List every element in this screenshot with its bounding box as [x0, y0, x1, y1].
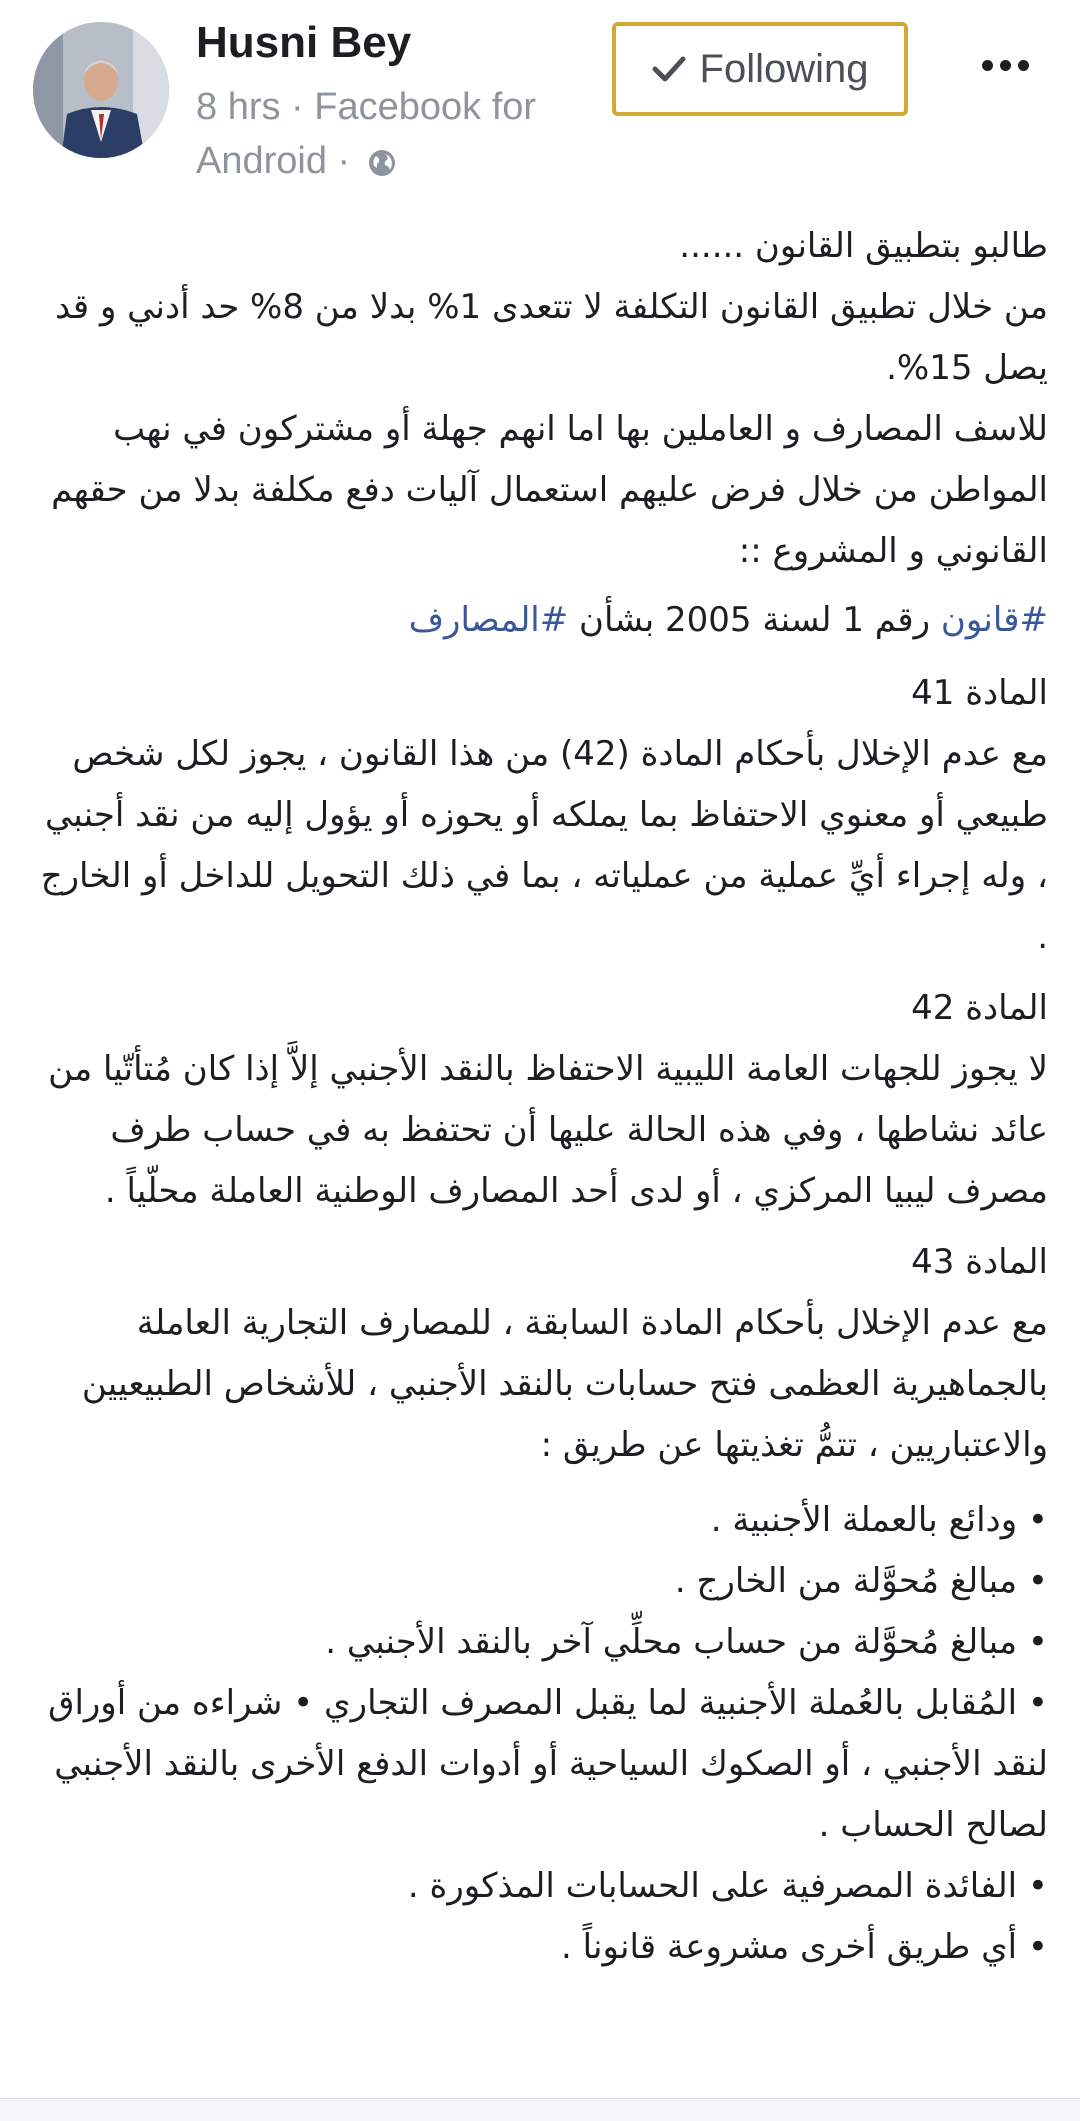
- more-options-button[interactable]: [970, 40, 1040, 90]
- hashtag-banks[interactable]: #المصارف: [408, 600, 569, 640]
- intro-line-3: للاسف المصارف و العاملين بها اما انهم جهلة أو مشتركون في نهب المواطن من خلال فرض عليهم استعمال آليات دفع مكلفة بدلا من حقهم القانوني و المشروع ::: [51, 409, 1048, 571]
- post-meta: [196, 80, 596, 188]
- author-name[interactable]: Husni Bey: [196, 18, 412, 67]
- article-42-title: المادة 42: [911, 988, 1048, 1028]
- bottom-divider: [0, 2098, 1080, 2121]
- article-41-text: مع عدم الإخلال بأحكام المادة (42) من هذا القانون ، يجوز لكل شخص طبيعي أو معنوي الاحتفاظ بما يملكه أو يحوزه أو يؤول إليه من نقد أجنبي ، وله إجراء أيِّ عملية من عملياته ، بما في ذلك التحويل للداخل أو الخارج .: [40, 734, 1048, 957]
- hashtag-law[interactable]: #قانون: [940, 600, 1048, 640]
- intro-line-1: طالبو بتطبيق القانون ......: [679, 226, 1048, 266]
- article-42-text: لا يجوز للجهات العامة الليبية الاحتفاظ بالنقد الأجنبي إلاَّ إذا كان مُتأتّيا من عائد نشاطها ، وفي هذه الحالة عليها أن تحتفظ به في حساب طرف مصرف ليبيا المركزي ، أو لدى أحد المصارف الوطنية العاملة محلّياً .: [48, 1049, 1048, 1211]
- intro-line-2: من خلال تطبيق القانون التكلفة لا تتعدى 1% بدلا من 8% حد أدني و قد يصل 15%.: [55, 287, 1048, 388]
- list-item: • مبالغ مُحوَّلة من الخارج .: [28, 1551, 1048, 1612]
- author-avatar[interactable]: [33, 22, 169, 158]
- list-item: • ودائع بالعملة الأجنبية .: [28, 1490, 1048, 1551]
- list-item: • الفائدة المصرفية على الحسابات المذكورة .: [28, 1856, 1048, 1917]
- globe-icon: [367, 148, 397, 178]
- post-meta-text: 8 hrs · Facebook for Android ·: [196, 86, 537, 182]
- following-label: Following: [699, 46, 869, 91]
- article-43-title: المادة 43: [911, 1242, 1048, 1282]
- post-header: [0, 0, 1080, 200]
- list-item: • مبالغ مُحوَّلة من حساب محلِّي آخر بالنقد الأجنبي .: [28, 1612, 1048, 1673]
- post-body: [28, 216, 1048, 1978]
- list-item: • أي طريق أخرى مشروعة قانوناً .: [28, 1917, 1048, 1978]
- article-41-title: المادة 41: [911, 673, 1048, 713]
- list-item: • المُقابل بالعُملة الأجنبية لما يقبل المصرف التجاري • شراءه من أوراق لنقد الأجنبي ، أو الصكوك السياحية أو أدوات الدفع الأخرى بالنقد الأجنبي لصالح الحساب .: [28, 1673, 1048, 1856]
- following-button[interactable]: [612, 22, 908, 116]
- bullet-list: [28, 1490, 1048, 1978]
- author-photo: [33, 22, 169, 158]
- checkmark-icon: [652, 55, 686, 83]
- article-43-text: مع عدم الإخلال بأحكام المادة السابقة ، للمصارف التجارية العاملة بالجماهيرية العظمى فتح حسابات بالنقد الأجنبي ، للأشخاص الطبيعيين والاعتباريين ، تتمُّ تغذيتها عن طريق :: [81, 1303, 1048, 1465]
- more-dots-icon: [982, 60, 993, 71]
- hashtag-line-text: رقم 1 لسنة 2005 بشأن: [568, 600, 941, 640]
- hashtag-line: [28, 590, 1048, 651]
